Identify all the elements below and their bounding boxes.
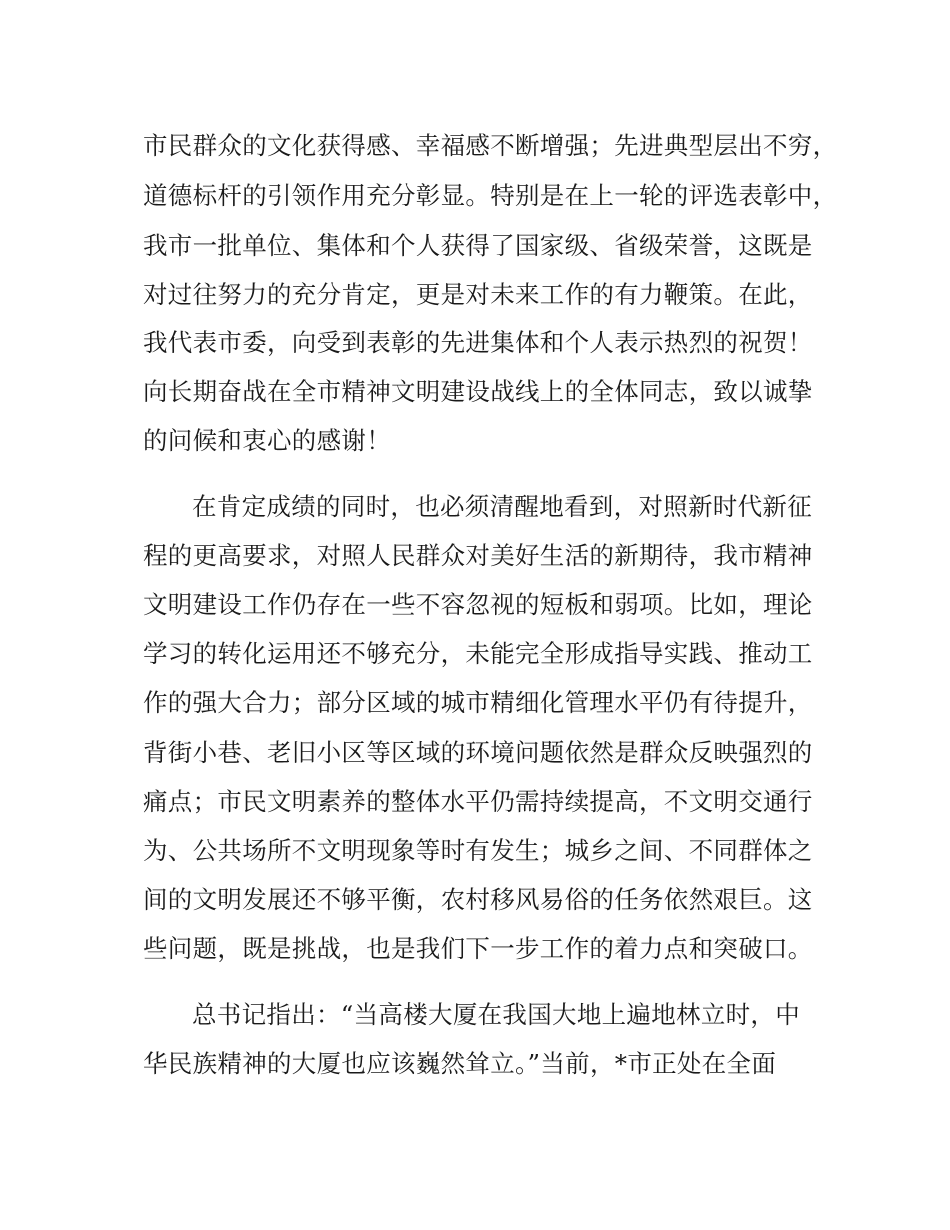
text-line: 道德标杆的引领作用充分彰显。特别是在上一轮的评选表彰中， [143, 181, 838, 210]
paragraph-first-line: 在肯定成绩的同时，也必须清醒地看到，对照新时代新征 [192, 492, 812, 521]
text-line: 程的更高要求，对照人民群众对美好生活的新期待，我市精神 [143, 541, 813, 570]
text-line: 痛点；市民文明素养的整体水平仍需持续提高，不文明交通行 [143, 787, 813, 816]
text-line: 对过往努力的充分肯定，更是对未来工作的有力鞭策。在此， [143, 280, 813, 309]
text-line: 华民族精神的大厦也应该巍然耸立。”当前，*市正处在全面 [143, 1049, 777, 1078]
text-line: 作的强大合力；部分区域的城市精细化管理水平仍有待提升， [143, 688, 813, 717]
text-line: 的问候和衷心的感谢！ [143, 426, 391, 455]
text-line: 为、公共场所不文明现象等时有发生；城乡之间、不同群体之 [143, 836, 813, 865]
text-line: 背街小巷、老旧小区等区域的环境问题依然是群众反映强烈的 [143, 738, 813, 767]
text-line: 市民群众的文化获得感、幸福感不断增强；先进典型层出不穷， [143, 131, 838, 160]
text-line: 文明建设工作仍存在一些不容忽视的短板和弱项。比如，理论 [143, 590, 813, 619]
text-line: 向长期奋战在全市精神文明建设战线上的全体同志，致以诚挚 [143, 377, 813, 406]
text-line: 学习的转化运用还不够充分，未能完全形成指导实践、推动工 [143, 639, 813, 668]
text-line: 些问题，既是挑战，也是我们下一步工作的着力点和突破口。 [143, 934, 813, 963]
paragraph-first-line: 总书记指出：“当高楼大厦在我国大地上遍地林立时，中 [192, 1000, 801, 1029]
text-line: 我代表市委，向受到表彰的先进集体和个人表示热烈的祝贺！ [143, 328, 813, 357]
text-line: 我市一批单位、集体和个人获得了国家级、省级荣誉，这既是 [143, 231, 813, 260]
text-line: 间的文明发展还不够平衡，农村移风易俗的任务依然艰巨。这 [143, 885, 813, 914]
